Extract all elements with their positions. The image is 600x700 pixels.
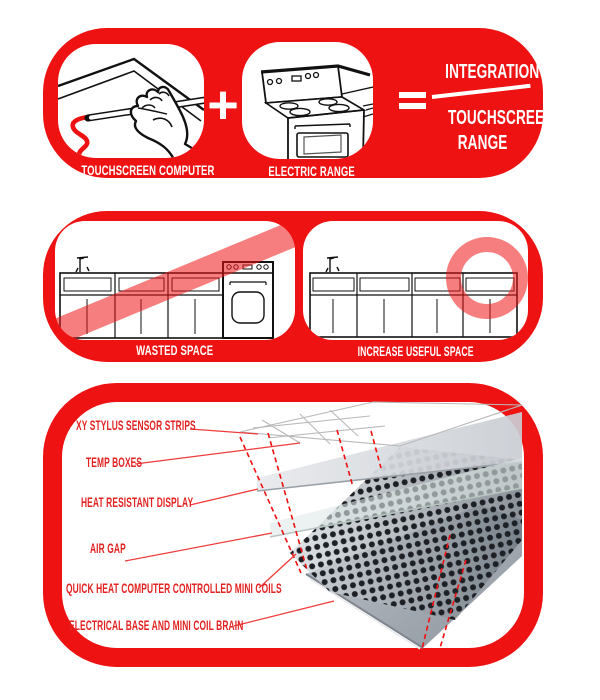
callout-air-gap: AIR GAP — [90, 540, 126, 556]
callout-xy-stylus-sensor-strips: XY STYLUS SENSOR STRIPS — [76, 417, 196, 433]
equals-sign-bar-bottom — [399, 103, 426, 109]
wasted-space-label: WASTED SPACE — [136, 342, 214, 358]
stylus-ink-squiggle — [73, 117, 88, 156]
equals-sign-bar-top — [399, 92, 426, 98]
callout-heat-resistant-display: HEAT RESISTANT DISPLAY — [81, 494, 194, 510]
wasted-space-box — [55, 221, 295, 340]
callout-mini-coils: QUICK HEAT COMPUTER CONTROLLED MINI COILS — [66, 580, 282, 596]
electric-range-box — [242, 42, 373, 159]
highlight-ring — [434, 225, 544, 335]
plus-sign: + — [207, 75, 239, 135]
useful-space-label: INCREASE USEFUL SPACE — [357, 343, 474, 359]
touchscreen-computer-label: TOUCHSCREEN COMPUTER — [81, 162, 215, 178]
electric-range-illustration — [242, 42, 373, 159]
result-numerator: INTEGRATION — [445, 61, 540, 83]
result-denominator-line2: RANGE — [458, 132, 508, 154]
callout-temp-boxes: TEMP BOXES — [86, 454, 143, 470]
touchscreen-computer-box — [58, 44, 204, 158]
electric-range-label: ELECTRIC RANGE — [268, 163, 356, 179]
touchscreen-computer-illustration — [58, 44, 204, 158]
kitchen-with-range-illustration — [55, 221, 295, 340]
callout-electrical-base: ELECTRICAL BASE AND MINI COIL BRAIN — [69, 617, 244, 633]
result-denominator-line1: TOUCHSCREEN — [448, 107, 555, 129]
